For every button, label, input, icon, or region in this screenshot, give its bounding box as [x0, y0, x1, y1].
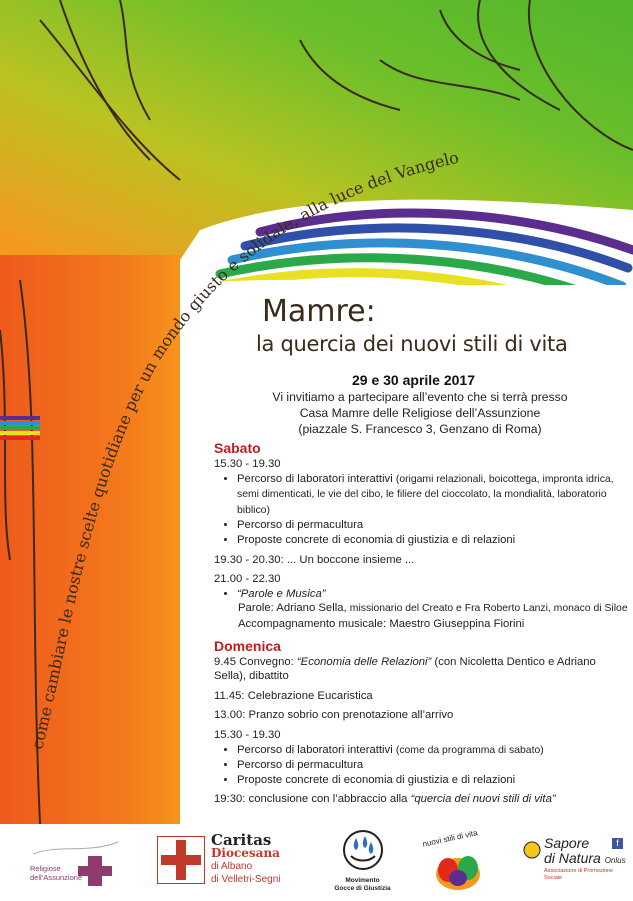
sun-icon: [522, 840, 542, 860]
saturday-slot3-list: [214, 587, 629, 602]
caritas-line-4: di Velletri-Segni: [211, 874, 281, 885]
nuovi-text: nuovi stili di vita: [421, 828, 479, 849]
intro-line-3: (piazzale S. Francesco 3, Genzano di Roma): [298, 422, 542, 436]
caritas-line-1: Caritas: [211, 831, 272, 849]
item-main: Percorso di laboratori interattivi: [237, 472, 396, 485]
list-item: [237, 472, 629, 519]
intro-line-2: Casa Mamre delle Religiose dell’Assunzione: [299, 406, 541, 420]
saturday-words: [214, 601, 629, 617]
saturday-slot1-time: 15.30 - 19.30: [214, 458, 281, 470]
list-item: [237, 518, 629, 533]
saturday-heading: Sabato: [214, 440, 261, 456]
sunday-lunch: 13.00: Pranzo sobrio con prenotazione all’arrivo: [214, 709, 454, 722]
sapore-line-3: Associazione di Promozione Sociale: [544, 868, 614, 881]
movimento-line-1: Movimento: [345, 877, 380, 884]
item-main: Percorso di laboratori interattivi: [237, 743, 396, 756]
program: [214, 440, 629, 807]
movimento-text: [330, 877, 395, 893]
list-item: [237, 533, 629, 548]
conv-title: “Economia delle Relazioni”: [296, 655, 432, 668]
item-main: Percorso di permacultura: [237, 759, 364, 772]
item-main: Proposte concrete di economia di giustizia e di relazioni: [237, 773, 516, 786]
item-main: Percorso di permacultura: [237, 519, 364, 532]
drops-hands-icon: [343, 828, 383, 872]
sponsor-logos: [0, 824, 633, 900]
item-main: “Parole e Musica”: [237, 587, 326, 600]
sapore-line-1: Sapore: [544, 835, 590, 851]
item-main: Proposte concrete di economia di giustizia e di relazioni: [237, 533, 516, 546]
rainbow-left-icon: [0, 418, 40, 438]
list-item: [237, 587, 629, 602]
caritas-cross-icon: [157, 836, 205, 884]
sunday-convegno: [214, 655, 629, 684]
logo-religiose: [28, 834, 123, 889]
words-label: Parole: Adriano Sella,: [238, 602, 350, 615]
caritas-line-2: Diocesana: [211, 846, 280, 860]
sapore-text: [544, 836, 630, 882]
saturday-slot3-time: 21.00 - 22.30: [214, 573, 281, 586]
sunday-mass: 11.45: Celebrazione Eucaristica: [214, 689, 373, 702]
intro-line-1: Vi invitiamo a partecipare all’evento che si terrà presso: [272, 390, 568, 404]
list-item: [237, 743, 629, 759]
logo-caritas: [155, 832, 315, 892]
item-note: (origami relazionali, boicottega, impronta idrica, semi dimenticati, le vie del cibo, le filiere del cioccolato, la mondialità, laboratorio biblico): [237, 473, 614, 516]
saturday-slot2: 19.30 - 20.30: ... Un boccone insieme ...: [214, 553, 415, 566]
logo-movimento: [330, 828, 395, 896]
logo-sapore: [520, 834, 630, 894]
logo-nuovi-stili: [420, 826, 495, 896]
religiose-text: [30, 864, 82, 882]
page-title: Mamre:: [262, 294, 376, 329]
religiose-line-2: dell’Assunzione: [30, 873, 83, 882]
saturday-slot1-list: [214, 472, 629, 548]
slogan-text: come cambiare le nostre scelte quotidiane per un mondo giusto e solidale, alla luce del Vangelo: [27, 147, 461, 752]
sapore-line-2: di Natura: [544, 850, 601, 866]
sunday-slot-time: 15.30 - 19.30: [214, 728, 281, 741]
conv-suffix: (con Nicoletta Dentico e Adriano Sella), dibattito: [214, 655, 596, 683]
item-note: (come da programma di sabato): [395, 744, 544, 756]
facebook-icon[interactable]: f: [612, 838, 623, 849]
movimento-line-2: Gocce di Giustizia: [334, 885, 391, 892]
saturday-music: Accompagnamento musicale: Maestro Giuseppina Fiorini: [238, 617, 525, 630]
sunday-heading: Domenica: [214, 637, 281, 654]
list-item: [237, 758, 629, 773]
religiose-line-1: Religiose: [30, 864, 61, 873]
sunday-closing: [214, 792, 629, 807]
event-date: 29 e 30 aprile 2017: [352, 372, 475, 388]
conv-prefix: 9.45 Convegno:: [214, 655, 297, 668]
sapore-onlus: Onlus: [604, 856, 626, 865]
closing-italic: “quercia dei nuovi stili di vita”: [410, 793, 556, 806]
list-item: [237, 773, 629, 788]
page-subtitle: la quercia dei nuovi stili di vita: [256, 332, 568, 356]
caritas-line-3: di Albano: [211, 861, 253, 872]
caritas-text: [211, 831, 281, 886]
closing-prefix: 19:30: conclusione con l’abbraccio alla: [214, 793, 411, 806]
sunday-slot-list: [214, 743, 629, 788]
words-note: missionario del Creato e Fra Roberto Lanzi, monaco di Siloe: [349, 603, 628, 615]
